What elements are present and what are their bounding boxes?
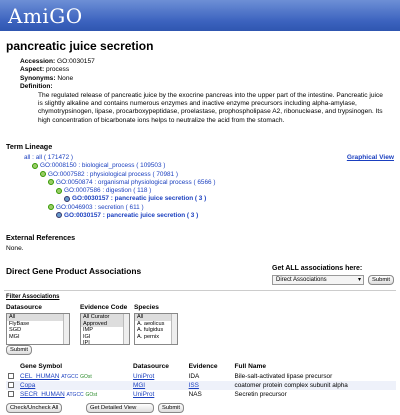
full-name-value: coatomer protein complex subunit alpha xyxy=(233,381,396,390)
full-name-value: Bile-salt-activated lipase precursor xyxy=(233,372,396,381)
atgcc-link[interactable]: ATGCC xyxy=(66,392,84,398)
amigo-logo[interactable]: AmiGO xyxy=(8,4,83,28)
table-row xyxy=(6,390,396,399)
evidence-code-heading: Evidence Code xyxy=(80,304,128,311)
evidence-option[interactable]: All Curator Approved xyxy=(81,314,129,327)
lineage-node[interactable]: GO:0007582 : physiological process ( 70981 ) xyxy=(24,171,394,179)
graphical-view-link[interactable]: Graphical View xyxy=(346,154,394,161)
evidence-link[interactable]: ISS xyxy=(188,382,199,389)
row-checkbox[interactable] xyxy=(8,391,14,397)
gene-symbol-link[interactable]: Copa xyxy=(20,382,36,389)
definition-text: The regulated release of pancreatic juice by the exocrine pancreas into the upper part of the intestine. Pancreatic juice is slightly alkaline and contains numerous enzymes and inactive enzyme precursors including alpha-amylase, chymotrypsinogen, lipase, procarboxypeptidase, proelastase, prophospholipase A2, ribonuclease, and trypsinogen. Its high concentration of bicarbonate ions helps to neutralize the acid from the stomach. xyxy=(38,91,383,124)
species-option[interactable]: A. aeolicus xyxy=(137,320,165,327)
evidence-option[interactable]: IMP xyxy=(83,327,93,333)
is-a-icon xyxy=(64,196,70,202)
gost-link[interactable]: GOst xyxy=(85,392,98,398)
evidence-option[interactable]: IPI xyxy=(83,340,90,345)
table-row xyxy=(6,372,396,381)
species-option[interactable]: A. pernix xyxy=(137,333,160,340)
row-checkbox[interactable] xyxy=(8,382,14,388)
species-option[interactable]: All xyxy=(135,314,177,321)
gost-link[interactable]: GOst xyxy=(80,374,92,380)
is-a-icon xyxy=(48,204,54,210)
is-a-icon xyxy=(48,179,54,185)
filter-submit-button[interactable]: Submit xyxy=(6,345,32,355)
bottom-submit-button[interactable]: Submit xyxy=(158,403,184,413)
scrollbar[interactable] xyxy=(63,314,69,344)
atgcc-link[interactable]: ATGCC xyxy=(61,374,79,380)
lineage-node-current[interactable]: GO:0030157 : pancreatic juice secretion ( 3 ) xyxy=(24,212,394,220)
check-uncheck-all-button[interactable]: Check/Uncheck All xyxy=(6,403,62,413)
datasource-option[interactable]: MGI xyxy=(9,333,20,340)
datasource-link[interactable]: UniProt xyxy=(133,373,155,380)
table-row xyxy=(6,381,396,390)
external-references-heading: External References xyxy=(6,233,76,242)
is-a-icon xyxy=(56,188,62,194)
get-all-submit-button[interactable]: Submit xyxy=(368,275,394,285)
species-heading: Species xyxy=(134,304,159,311)
aspect-value: process xyxy=(46,66,70,74)
term-lineage-tree xyxy=(24,154,394,220)
species-option[interactable]: A. fulgidus xyxy=(137,327,164,333)
term-metadata xyxy=(20,58,388,125)
external-references-value: None. xyxy=(6,245,24,252)
definition-label: Definition: xyxy=(20,83,53,91)
evidence-code-listbox[interactable] xyxy=(80,313,130,345)
datasource-option[interactable]: FlyBase xyxy=(9,320,30,327)
synonyms-value: None xyxy=(57,74,74,82)
evidence-option[interactable]: IGI xyxy=(83,333,91,340)
header-banner xyxy=(0,0,400,31)
datasource-option[interactable]: All xyxy=(7,314,69,321)
accession-value: GO:0030157 xyxy=(57,58,95,65)
filter-associations-panel xyxy=(4,290,396,352)
term-lineage-heading: Term Lineage xyxy=(6,142,53,151)
lineage-node[interactable]: GO:0008150 : biological_process ( 109503 ) xyxy=(24,162,394,170)
is-a-icon xyxy=(56,212,62,218)
lineage-node-current[interactable]: GO:0030157 : pancreatic juice secretion ( 3 ) xyxy=(24,195,394,203)
filter-associations-title[interactable]: Filter Associations xyxy=(6,294,60,300)
datasource-link[interactable]: MGI xyxy=(133,382,146,389)
gene-symbol-link[interactable]: SECR_HUMAN xyxy=(20,391,65,398)
datasource-heading: Datasource xyxy=(6,304,42,311)
scrollbar[interactable] xyxy=(171,314,177,344)
lineage-node[interactable]: GO:0050874 : organismal physiological process ( 6566 ) xyxy=(24,179,394,187)
get-all-label: Get ALL associations here: xyxy=(272,265,363,272)
lineage-node[interactable]: all : all ( 171472 ) xyxy=(24,154,74,161)
datasource-listbox[interactable] xyxy=(6,313,70,345)
column-header-evidence: Evidence xyxy=(188,363,218,370)
page-title: pancreatic juice secretion xyxy=(6,39,154,53)
column-header-gene-symbol: Gene Symbol xyxy=(20,363,63,370)
scrollbar[interactable] xyxy=(123,314,129,344)
datasource-option[interactable]: SGD xyxy=(9,327,22,333)
lineage-node[interactable]: GO:0046903 : secretion ( 611 ) xyxy=(24,204,394,212)
direct-associations-heading: Direct Gene Product Associations xyxy=(6,266,142,276)
datasource-link[interactable]: UniProt xyxy=(133,391,155,398)
accession-label: Accession: xyxy=(20,58,56,65)
row-checkbox[interactable] xyxy=(8,373,14,379)
synonyms-label: Synonyms: xyxy=(20,74,56,82)
column-header-datasource: Datasource xyxy=(133,363,169,370)
evidence-value: IDA xyxy=(187,372,233,381)
column-header-full-name: Full Name xyxy=(234,363,267,370)
full-name-value: Secretin precursor xyxy=(233,390,396,399)
is-a-icon xyxy=(32,163,38,169)
association-type-select[interactable]: Direct Associations ▾ xyxy=(272,275,364,285)
aspect-label: Aspect: xyxy=(20,66,45,74)
evidence-value: NAS xyxy=(187,390,233,399)
gene-symbol-link[interactable]: CEL_HUMAN xyxy=(20,373,60,380)
associations-table xyxy=(6,363,396,399)
detailed-view-select[interactable]: Get Detailed View xyxy=(86,403,154,413)
lineage-node[interactable]: GO:0007586 : digestion ( 118 ) xyxy=(24,187,394,195)
is-a-icon xyxy=(40,171,46,177)
species-listbox[interactable] xyxy=(134,313,178,345)
